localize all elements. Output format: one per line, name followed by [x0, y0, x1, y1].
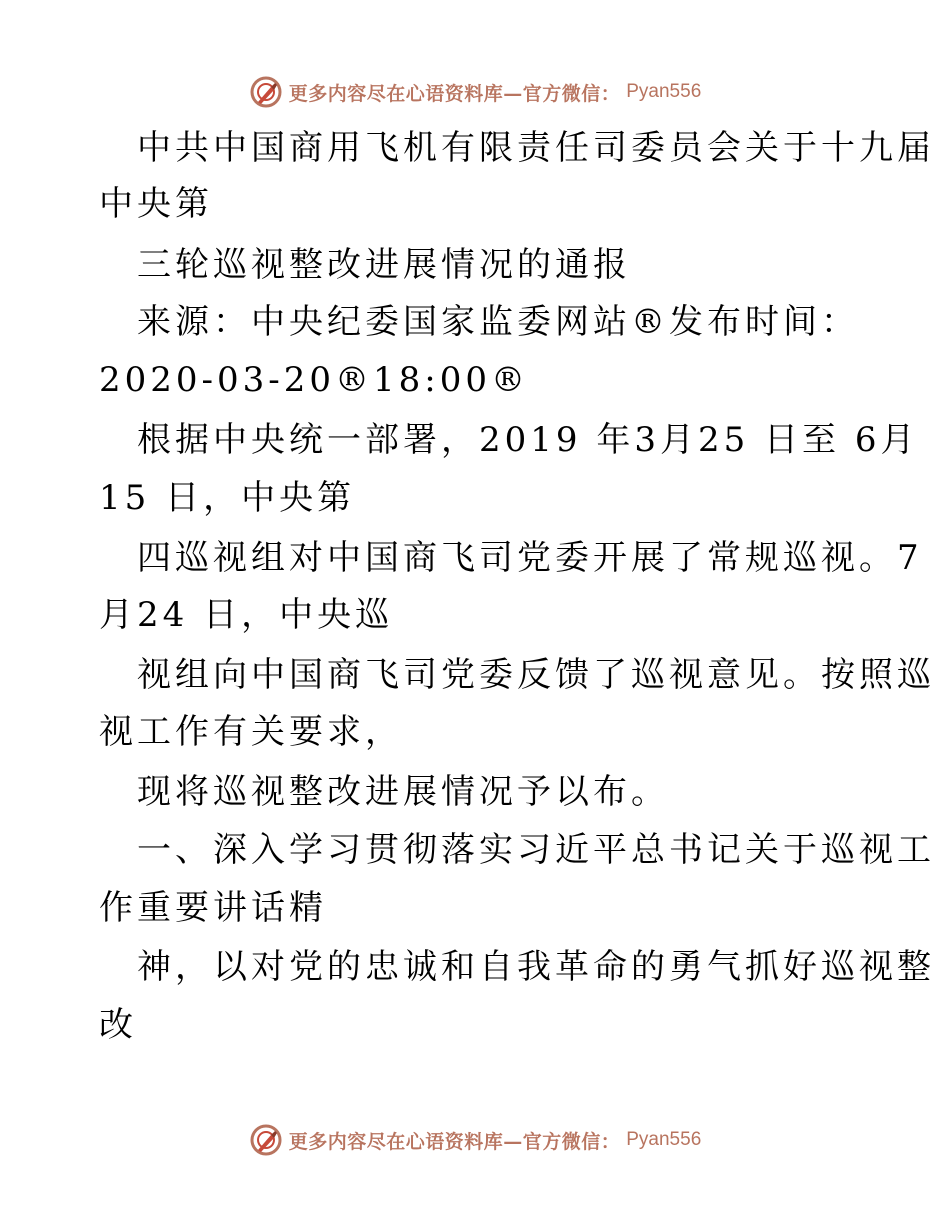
text-line: 三轮巡视整改进展情况的通报	[137, 245, 631, 285]
text-line: 视工作有关要求，	[99, 712, 403, 752]
text-line: 来源：中央纪委国家监委网站®发布时间：	[137, 302, 859, 342]
text-line: 神，以对党的忠诚和自我革命的勇气抓好巡视整	[137, 947, 935, 987]
text-line: 中共中国商用飞机有限责任司委员会关于十九届	[137, 128, 935, 168]
text-line: 2020-03-20®18:00®	[99, 360, 530, 400]
text-line: 视组向中国商飞司党委反馈了巡视意见。按照巡	[137, 655, 935, 695]
ink-pen-logo-icon	[249, 1123, 283, 1157]
watermark-text: 更多内容尽在心语资料库—官方微信：	[288, 1130, 621, 1153]
text-line: 月24 日，中央巡	[99, 595, 394, 635]
text-line: 一、深入学习贯彻落实习近平总书记关于巡视工	[137, 830, 935, 870]
text-line: 作重要讲话精	[99, 888, 327, 928]
text-line: 现将巡视整改进展情况予以布。	[137, 772, 669, 812]
watermark-wechat-id: Pyan556	[626, 81, 702, 102]
watermark-text: 更多内容尽在心语资料库—官方微信：	[288, 82, 621, 105]
text-line: 四巡视组对中国商飞司党委开展了常规巡视。7	[137, 538, 923, 578]
text-line: 根据中央统一部署，2019 年3月25 日至 6月	[137, 420, 919, 460]
footer-watermark	[0, 1120, 950, 1160]
text-line: 中央第	[99, 184, 213, 224]
watermark-wechat-id: Pyan556	[626, 1129, 702, 1150]
text-line: 15 日，中央第	[99, 478, 356, 518]
text-line: 改	[99, 1005, 137, 1045]
